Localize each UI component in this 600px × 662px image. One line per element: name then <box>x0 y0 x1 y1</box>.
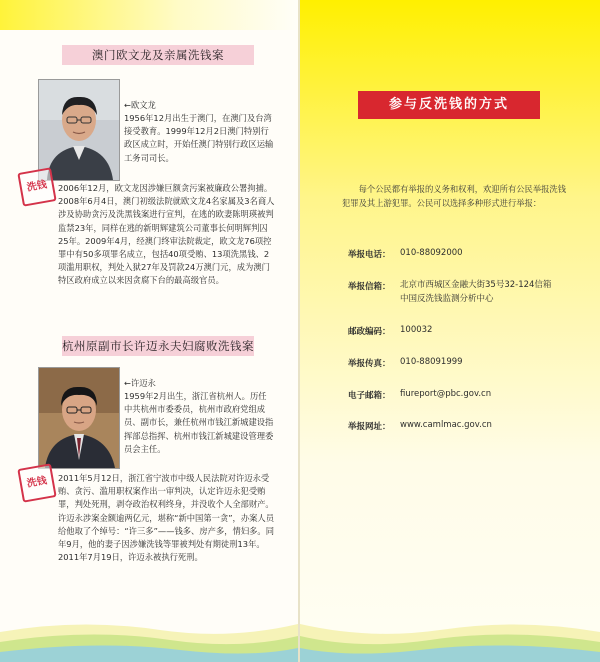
money-laundering-seal: 洗钱 <box>17 463 56 502</box>
intro-paragraph: 每个公民都有举报的义务和权利，欢迎所有公民举报洗钱犯罪及其上游犯罪。公民可以选择多种形式进行举报： <box>342 184 567 208</box>
right-page <box>300 0 600 662</box>
man-portrait-icon <box>39 80 119 180</box>
postcode-label: 邮政编码： <box>348 327 391 337</box>
postcode-value: 100032 <box>400 325 433 335</box>
email-value: fiureport@pbc.gov.cn <box>400 389 492 399</box>
case2-heading: 杭州原副市长许迈永夫妇腐败洗钱案 <box>62 336 254 356</box>
mailbox-label: 举报信箱： <box>348 282 391 292</box>
case2-story: 2011年5月12日，浙江省宁波市中级人民法院对许迈永受贿、贪污、滥用职权案作出一审判决，认定许迈永犯受贿罪，判处死刑，剥夺政治权利终身，并没收个人全部财产。许迈永涉案金额逾两亿元，堪称“新中国第一贪”，办案人员给他取了个绰号：“许三多”——钱多、房产多，情妇多。同年9月，他的妻子因涉嫌洗钱等罪被判处有期徒刑13年。2011年7月19日，许迈永被执行死刑。 <box>58 473 275 563</box>
mailbox-recipient: 中国反洗钱监测分析中心 <box>400 294 494 304</box>
left-page <box>0 0 298 662</box>
man-portrait-icon <box>39 368 119 468</box>
decorative-wave-band <box>300 610 600 662</box>
yellow-top-band <box>0 0 298 30</box>
case1-heading: 澳门欧文龙及亲属洗钱案 <box>62 45 254 65</box>
fax-label: 举报传真： <box>348 359 391 369</box>
case2-name: ←许迈永 <box>124 378 156 388</box>
website-value: www.camlmac.gov.cn <box>400 420 492 430</box>
hotline-value: 010-88092000 <box>400 248 463 258</box>
money-laundering-seal: 洗钱 <box>17 167 56 206</box>
case1-bio: 1956年12月出生于澳门，在澳门及台湾接受教育。1999年12月2日澳门特别行政区成立时，开始任澳门特别行政区运输工务司司长。 <box>124 113 274 163</box>
website-label: 举报网址： <box>348 422 391 432</box>
case1-portrait-photo <box>38 79 120 181</box>
case1-name: ←欧文龙 <box>124 100 156 110</box>
case2-bio: 1959年2月出生，浙江省杭州人。历任中共杭州市委委员，杭州市政府党组成员、副市长，兼任杭州市钱江新城建设指挥部总指挥、杭州市钱江新城建设管理委员会主任。 <box>124 391 274 454</box>
hotline-label: 举报电话： <box>348 250 391 260</box>
case1-story: 2006年12月，欧文龙因涉嫌巨额贪污案被廉政公署拘捕。2008年6月4日，澳门初级法院就欧文龙4名家属及3名商人涉及协助贪污及洗黑钱案进行宣判，在逃的欧妻陈明瑛被判监禁23年，同样在逃的新明辉建筑公司董事长何明辉判囚25年。2009年4月，经澳门终审法院裁定，欧文龙76项控罪中有50多项罪名成立，包括40项受贿、13项洗黑钱、2项滥用职权，判处入狱27年及罚款24万澳门元，成为澳门特区政府成立以来因贪腐下台的最高级官员。 <box>58 183 275 286</box>
mailbox-address: 北京市西城区金融大街35号32-124信箱 <box>400 280 552 290</box>
section-title: 参与反洗钱的方式 <box>358 91 540 119</box>
decorative-wave-band <box>0 610 298 662</box>
email-label: 电子邮箱： <box>348 391 391 401</box>
case2-portrait-photo <box>38 367 120 469</box>
fax-value: 010-88091999 <box>400 357 463 367</box>
